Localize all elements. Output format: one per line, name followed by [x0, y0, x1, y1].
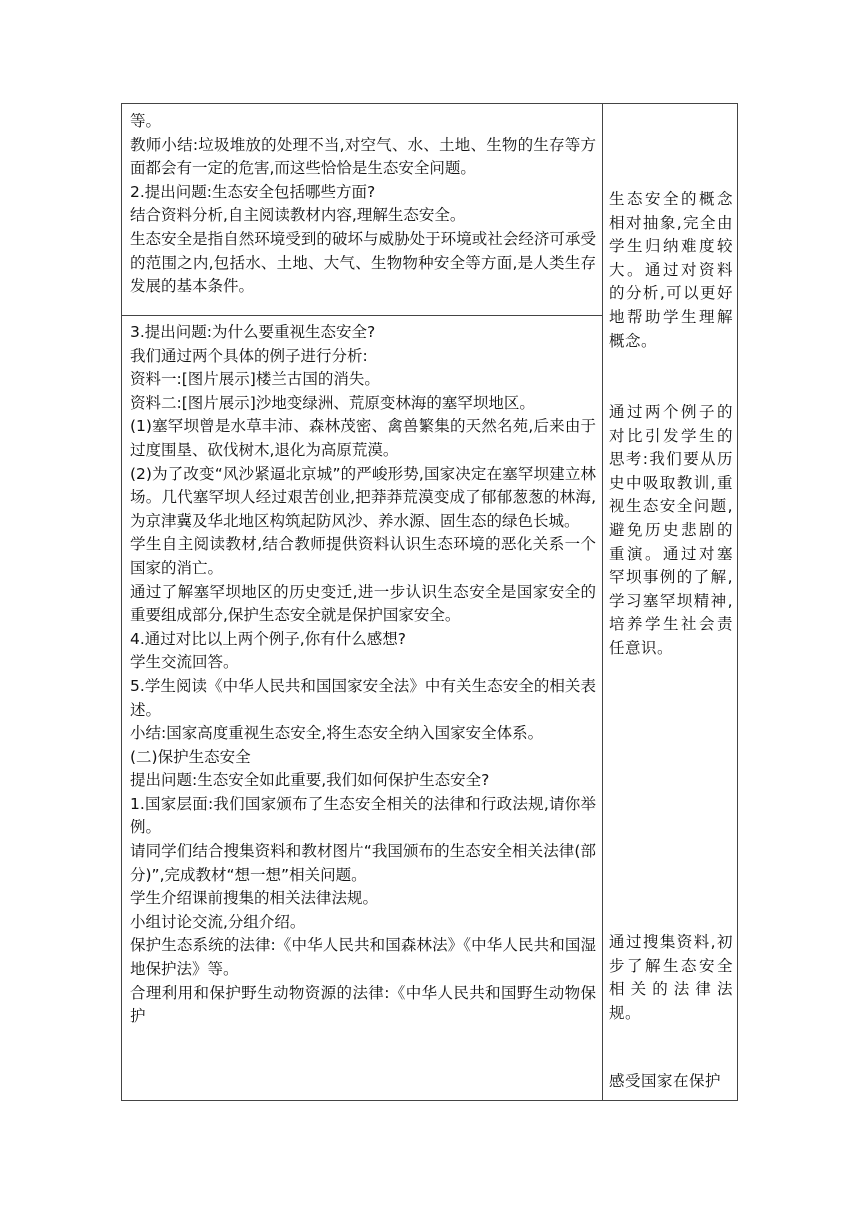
design-note-1	[609, 188, 733, 353]
paragraph: 教师小结:垃圾堆放的处理不当,对空气、水、土地、生物的生存等方面都会有一定的危害,而这些恰恰是生态安全问题。	[130, 135, 596, 178]
paragraph: 4.通过对比以上两个例子,你有什么感想?	[130, 629, 406, 648]
paragraph: 通过了解塞罕坝地区的历史变迁,进一步认识生态安全是国家安全的重要组成部分,保护生态安全就是保护国家安全。	[130, 582, 596, 625]
note-text: 生态安全的概念相对抽象,完全由学生归纳难度较大。通过对资料的分析,可以更好地帮助学生理解概念。	[609, 190, 733, 350]
paragraph: 等。	[130, 112, 162, 130]
lesson-table	[121, 103, 738, 1101]
note-text: 通过搜集资料,初步了解生态安全相关的法律法规。	[609, 933, 733, 1022]
row-divider	[122, 315, 602, 316]
paragraph: 结合资料分析,自主阅读教材内容,理解生态安全。	[130, 206, 466, 225]
paragraph: 资料二:[图片展示]沙地变绿洲、荒原变林海的塞罕坝地区。	[130, 393, 535, 412]
paragraph: 2.提出问题:生态安全包括哪些方面?	[130, 182, 376, 201]
paragraph: 保护生态系统的法律:《中华人民共和国森林法》《中华人民共和国湿地保护法》等。	[130, 936, 596, 979]
paragraph: 小结:国家高度重视生态安全,将生态安全纳入国家安全体系。	[130, 724, 544, 743]
left-cell-1	[130, 110, 596, 299]
column-divider	[602, 104, 603, 1100]
design-note-2	[609, 401, 733, 661]
paragraph: 请同学们结合搜集资料和教材图片“我国颁布的生态安全相关法律(部分)”,完成教材“想一想”相关问题。	[130, 842, 596, 884]
design-note-3	[609, 931, 733, 1025]
paragraph: 生态安全是指自然环境受到的破坏与威胁处于环境或社会经济可承受的范围之内,包括水、土地、大气、生物物种安全等方面,是人类生存发展的基本条件。	[130, 229, 596, 296]
paragraph: (二)保护生态安全	[130, 747, 251, 766]
design-note-4	[609, 1070, 733, 1094]
paragraph: 提出问题:生态安全如此重要,我们如何保护生态安全?	[130, 771, 490, 790]
paragraph: 3.提出问题:为什么要重视生态安全?	[130, 323, 376, 341]
paragraph: 学生交流回答。	[130, 653, 239, 672]
paragraph: 1.国家层面:我们国家颁布了生态安全相关的法律和行政法规,请你举例。	[130, 794, 596, 837]
paragraph: 合理利用和保护野生动物资源的法律:《中华人民共和国野生动物保护	[130, 983, 596, 1026]
left-cell-2	[130, 321, 596, 1029]
paragraph: 学生自主阅读教材,结合教师提供资料认识生态环境的恶化关系一个国家的消亡。	[130, 535, 596, 577]
paragraph: 学生介绍课前搜集的相关法律法规。	[130, 889, 379, 908]
note-text: 通过两个例子的对比引发学生的思考:我们要从历史中吸取教训,重视生态安全问题,避免历史悲剧的重演。通过对塞罕坝事例的了解,学习塞罕坝精神,培养学生社会责任意识。	[609, 403, 733, 657]
paragraph: 我们通过两个具体的例子进行分析:	[130, 346, 368, 365]
paragraph: 资料一:[图片展示]楼兰古国的消失。	[130, 370, 380, 389]
paragraph: 5.学生阅读《中华人民共和国国家安全法》中有关生态安全的相关表述。	[130, 676, 596, 719]
paragraph: 小组讨论交流,分组介绍。	[130, 912, 306, 931]
paragraph: (1)塞罕坝曾是水草丰沛、森林茂密、禽兽繁集的天然名苑,后来由于过度围垦、砍伐树木,退化为高原荒漠。	[130, 417, 596, 459]
note-text: 感受国家在保护	[609, 1072, 722, 1090]
paragraph: (2)为了改变“风沙紧逼北京城”的严峻形势,国家决定在塞罕坝建立林场。几代塞罕坝人经过艰苦创业,把莽莽荒漠变成了郁郁葱葱的林海,为京津冀及华北地区构筑起防风沙、养水源、固生态的绿色长城。	[130, 464, 596, 530]
